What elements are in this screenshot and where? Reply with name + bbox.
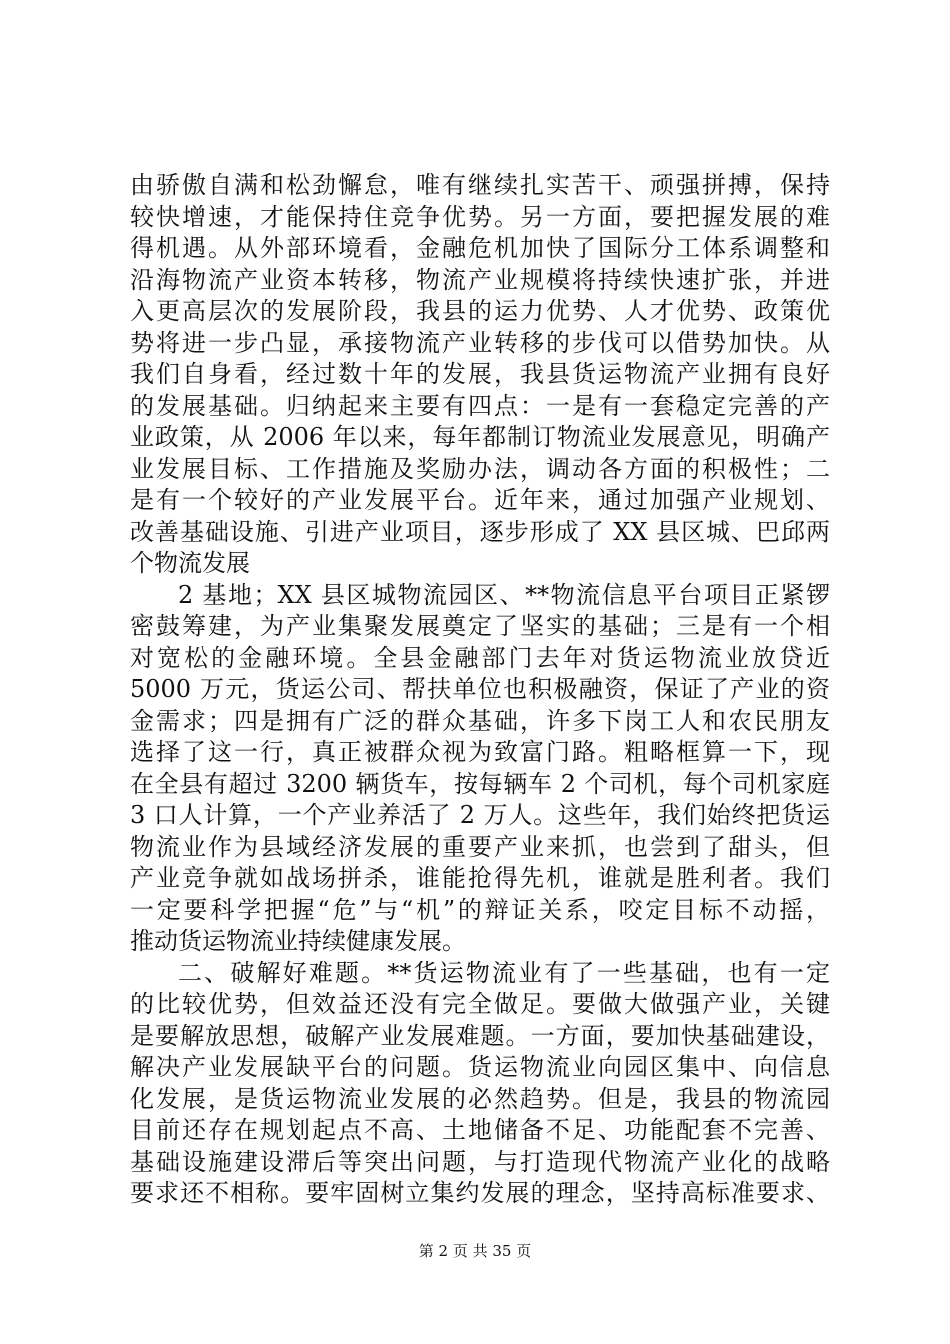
text-line: 金需求；四是拥有广泛的群众基础，许多下岗工人和农民朋友 [130, 706, 830, 735]
text-line: 的比较优势，但效益还没有完全做足。要做大做强产业，关键 [130, 990, 830, 1018]
text-line: 个物流发展 [130, 549, 250, 577]
text-line: 产业竞争就如战场拼杀，谁能抢得先机，谁就是胜利者。我们 [130, 864, 830, 892]
text-line: 得机遇。从外部环境看，金融危机加快了国际分工体系调整和 [130, 234, 830, 262]
text-line: 入更高层次的发展阶段，我县的运力优势、人才优势、政策优 [130, 297, 830, 325]
text-line: 我们自身看，经过数十年的发展，我县货运物流产业拥有良好 [130, 360, 830, 388]
text-line: 二、破解好难题。**货运物流业有了一些基础，也有一定 [178, 958, 830, 987]
text-line: 3 口人计算，一个产业养活了 2 万人。这些年，我们始终把货运 [130, 801, 830, 829]
text-line: 是有一个较好的产业发展平台。近年来，通过加强产业规划、 [130, 486, 830, 514]
text-line: 在全县有超过 3200 辆货车，按每辆车 2 个司机，每个司机家庭 [130, 769, 830, 798]
text-line: 一定要科学把握“危”与“机”的辩证关系，咬定目标不动摇， [130, 895, 830, 924]
text-line: 2 基地；XX 县区城物流园区、**物流信息平台项目正紧锣 [178, 580, 830, 609]
text-line: 较快增速，才能保持住竞争优势。另一方面，要把握发展的难 [130, 202, 830, 231]
text-line: 化发展，是货运物流业发展的必然趋势。但是，我县的物流园 [130, 1084, 830, 1113]
text-line: 要求还不相称。要牢固树立集约发展的理念，坚持高标准要求、 [130, 1179, 830, 1207]
text-line: 业政策，从 2006 年以来，每年都制订物流业发展意见，明确产 [130, 423, 830, 451]
text-line: 解决产业发展缺平台的问题。货运物流业向园区集中、向信息 [130, 1053, 830, 1081]
text-line: 由骄傲自满和松劲懈怠，唯有继续扎实苦干、顽强拼搏，保持 [130, 171, 830, 199]
text-line: 是要解放思想，破解产业发展难题。一方面，要加快基础建设， [130, 1021, 830, 1050]
text-line: 5000 万元，货运公司、帮扶单位也积极融资，保证了产业的资 [130, 675, 830, 703]
text-line: 沿海物流产业资本转移，物流产业规模将持续快速扩张，并进 [130, 265, 830, 294]
page-footer: 第 2 页 共 35 页 [418, 1242, 532, 1260]
text-line: 密鼓筹建，为产业集聚发展奠定了坚实的基础；三是有一个相 [130, 612, 830, 640]
text-line: 目前还存在规划起点不高、土地储备不足、功能配套不完善、 [130, 1116, 830, 1144]
text-line: 物流业作为县域经济发展的重要产业来抓，也尝到了甜头，但 [130, 832, 830, 861]
text-line: 基础设施建设滞后等突出问题，与打造现代物流产业化的战略 [130, 1147, 830, 1176]
document-body [130, 170, 830, 1210]
text-line: 选择了这一行，真正被群众视为致富门路。粗略框算一下，现 [130, 738, 830, 766]
text-line: 的发展基础。归纳起来主要有四点：一是有一套稳定完善的产 [130, 391, 830, 420]
text-line: 业发展目标、工作措施及奖励办法，调动各方面的积极性；二 [130, 454, 830, 483]
text-line: 对宽松的金融环境。全县金融部门去年对货运物流业放贷近 [130, 643, 830, 672]
text-line: 推动货运物流业持续健康发展。 [130, 927, 466, 955]
text-line: 势将进一步凸显，承接物流产业转移的步伐可以借势加快。从 [130, 328, 830, 357]
text-line: 改善基础设施、引进产业项目，逐步形成了 XX 县区城、巴邱两 [130, 517, 830, 546]
